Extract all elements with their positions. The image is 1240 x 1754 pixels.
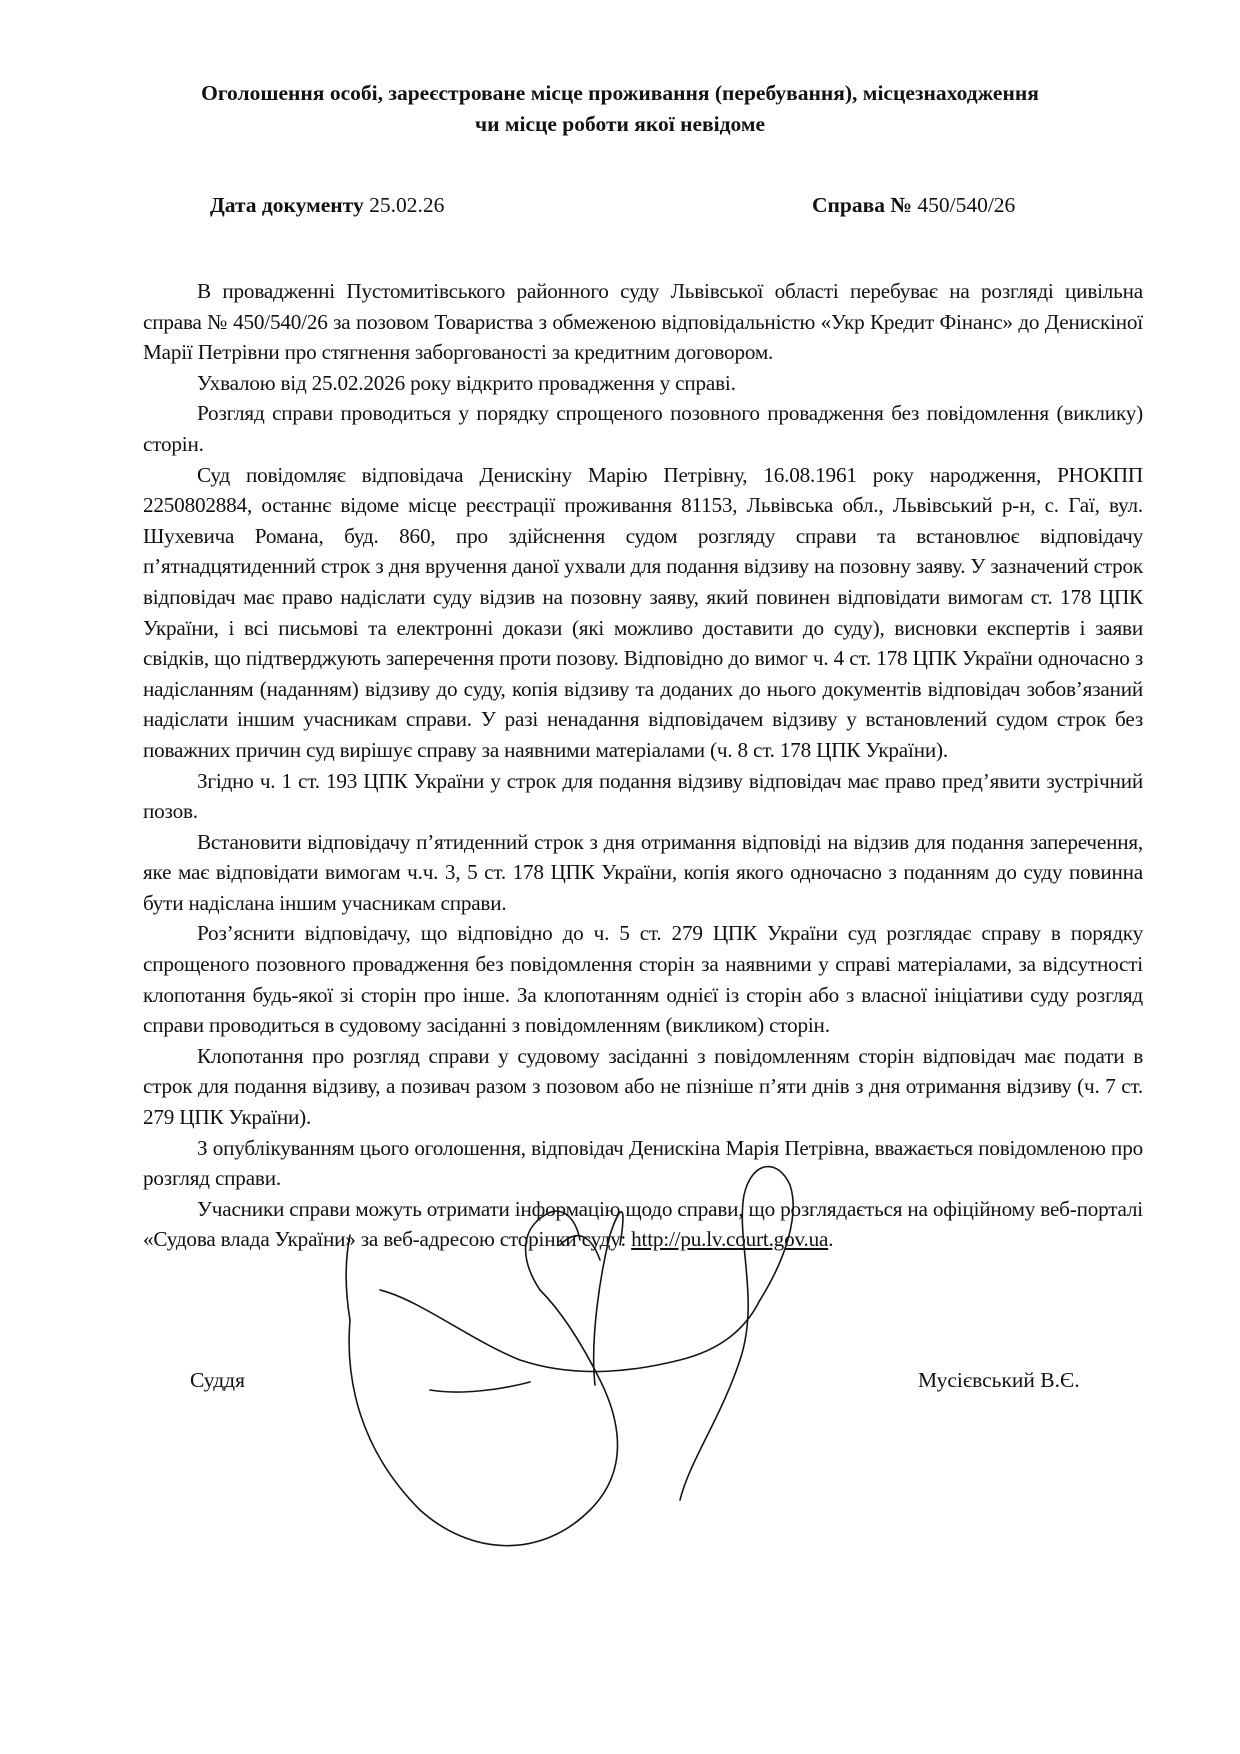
paragraph: З опублікуванням цього оголошення, відповідач Денискіна Марія Петрівна, вважається повідомленою про розгляд справи. bbox=[143, 1135, 1143, 1191]
paragraph: В провадженні Пустомитівського районного суду Львівської області перебуває на розгляді цивільна справа № 450/540/26 за позовом Товариства з обмеженою відповідальністю «Укр Кредит Фінанс» до Денискіної Марії Петрівни про стягнення заборгованості за кредитним договором. bbox=[143, 279, 1143, 365]
paragraph: Розгляд справи проводиться у порядку спрощеного позовного провадження без повідомлення (виклику) сторін. bbox=[143, 401, 1143, 456]
document-title bbox=[100, 78, 1140, 140]
judge-name: Мусієвський В.Є. bbox=[918, 1368, 1080, 1392]
case-label: Справа № bbox=[812, 193, 912, 217]
date-label: Дата документу bbox=[210, 193, 364, 217]
title-line-1: Оголошення особі, зареєстроване місце проживання (перебування), місцезнаходження bbox=[201, 81, 1039, 105]
paragraph: Ухвалою від 25.02.2026 року відкрито провадження у справі. bbox=[197, 370, 736, 395]
paragraph: Клопотання про розгляд справи у судовому засіданні з повідомленням сторін відповідач має подати в строк для подання відзиву, а позивач разом з позовом або не пізніше п’яти днів з дня отримання відзиву (ч. 7 ст. 279 ЦПК України). bbox=[143, 1043, 1143, 1130]
portal-end: . bbox=[828, 1227, 834, 1252]
judge-label: Суддя bbox=[190, 1368, 245, 1392]
paragraph: Роз’яснити відповідачу, що відповідно до ч. 5 ст. 279 ЦПК України суд розглядає справу в порядку спрощеного позовного провадження без повідомлення сторін за наявними у справі матеріалами, за відсутності клопотання будь-якої зі сторін про інше. За клопотанням однієї із сторін або з власної ініціативи суду розгляд справи проводиться в судовому засіданні з повідомленням (викликом) сторін. bbox=[143, 921, 1143, 1038]
portal-text: Учасники справи можуть отримати інформацію щодо справи, що розглядається на офіційному веб-порталі «Судова влада України» за веб-адресою сторінки суду: bbox=[143, 1196, 1143, 1252]
case-value: 450/540/26 bbox=[917, 193, 1016, 217]
case-number bbox=[812, 193, 1015, 218]
title-line-2: чи місце роботи якої невідоме bbox=[474, 112, 766, 136]
paragraph-portal bbox=[143, 1194, 1143, 1255]
document-body bbox=[143, 276, 1143, 1255]
date-value: 25.02.26 bbox=[369, 193, 445, 217]
paragraph: Згідно ч. 1 ст. 193 ЦПК України у строк для подання відзиву відповідач має право пред’явити зустрічний позов. bbox=[143, 768, 1143, 824]
paragraph: Суд повідомляє відповідача Денискіну Марію Петрівну, 16.08.1961 року народження, РНОКПП 2250802884, останнє відоме місце реєстрації проживання 81153, Львівська обл., Львівський р-н, с. Гаї, вул. Шухевича Романа, буд. 860, про здійснення судом розгляду справи та встановлює відповідачу п’ятнадцятиденний строк з дня вручення даної ухвали для подання відзиву на позовну заяву. У зазначений строк відповідач має право надіслати суду відзив на позовну заяву, який повинен відповідати вимогам ст. 178 ЦПК України, і всі письмові та електронні докази (які можливо доставити до суду), висновки експертів і заяви свідків, що підтверджують заперечення проти позову. Відповідно до вимог ч. 4 ст. 178 ЦПК України одночасно з надісланням (наданням) відзиву до суду, копія відзиву та доданих до нього документів відповідач зобов’язаний надіслати іншим учасникам справи. У разі ненадання відповідачем відзиву у встановлений судом строк без поважних причин суд вирішує справу за наявними матеріалами (ч. 8 ст. 178 ЦПК України). bbox=[143, 462, 1143, 762]
paragraph: Встановити відповідачу п’ятиденний строк з дня отримання відповіді на відзив для подання заперечення, яке має відповідати вимогам ч.ч. 3, 5 ст. 178 ЦПК України, копія якого одночасно з поданням до суду повинна бути надіслана іншим учасникам справи. bbox=[143, 829, 1143, 915]
court-website-link[interactable]: http://pu.lv.court.gov.ua bbox=[631, 1227, 829, 1252]
document-date bbox=[210, 193, 444, 218]
